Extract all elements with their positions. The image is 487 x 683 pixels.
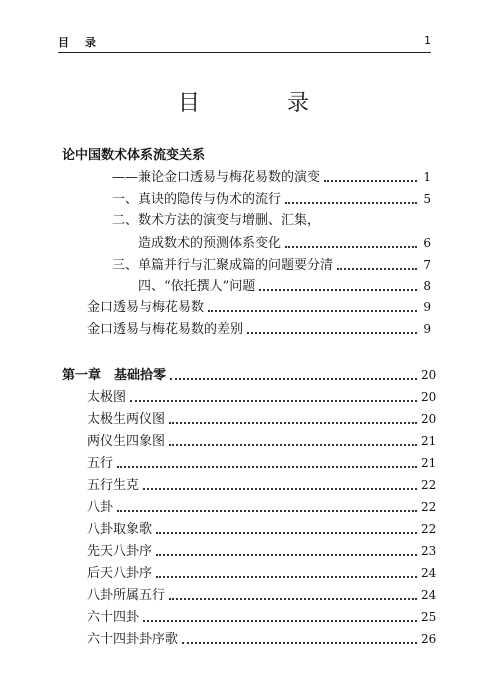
toc-entry-label: 六十四卦卦序歌: [87, 632, 179, 647]
leader-dots: [247, 323, 417, 334]
toc-entry[interactable]: [87, 498, 437, 516]
toc-entry-page: 5: [423, 192, 431, 206]
toc-entry-page: 24: [421, 588, 437, 602]
running-header-title: 目录: [58, 36, 112, 49]
toc-entry-page: 20: [421, 412, 437, 426]
toc-entry[interactable]: [87, 608, 437, 626]
toc-entry-label: 后天八卦序: [87, 566, 153, 581]
toc-entry-page: 20: [421, 390, 437, 404]
leader-dots: [285, 193, 417, 204]
toc-entry-page: 22: [421, 500, 437, 514]
leader-dots: [117, 501, 417, 512]
toc-entry-label: 五行生克: [87, 478, 140, 493]
toc-entry-page: 22: [421, 478, 437, 492]
toc-entry-page: 9: [423, 300, 431, 314]
running-header: [58, 34, 431, 52]
header-rule: [58, 52, 431, 53]
leader-dots: [130, 391, 417, 402]
leader-dots: [285, 237, 417, 248]
toc-entry-label: 一、真诀的隐传与伪术的流行: [112, 192, 282, 207]
leader-dots: [324, 171, 417, 182]
toc-entry[interactable]: [87, 410, 437, 428]
toc-entry[interactable]: [87, 388, 437, 406]
toc-entry-page: 22: [421, 522, 437, 536]
toc-entry-page: 26: [421, 632, 437, 646]
toc-entry[interactable]: [87, 542, 437, 560]
toc-entry-label: 金口透易与梅花易数的差别: [87, 322, 244, 337]
leader-dots: [259, 280, 417, 291]
chapter-heading[interactable]: [62, 366, 437, 384]
toc-entry-line1[interactable]: 二、数术方法的演变与增删、汇集，: [112, 213, 321, 228]
toc-entry-label: 太极图: [87, 390, 127, 405]
toc-entry[interactable]: [87, 432, 437, 450]
toc-entry[interactable]: [87, 630, 437, 648]
toc-entry[interactable]: [112, 190, 431, 208]
page-title: 目 录: [178, 91, 349, 116]
toc-entry-subtitle[interactable]: [112, 168, 431, 186]
leader-dots: [169, 435, 417, 446]
toc-entry-label: 两仪生四象图: [87, 434, 166, 449]
toc-entry-page: 24: [421, 566, 437, 580]
toc-entry[interactable]: [87, 298, 431, 316]
toc-entry[interactable]: [138, 234, 431, 252]
toc-entry-page: 21: [421, 434, 437, 448]
toc-entry-label: 造成数术的预测体系变化: [138, 236, 282, 251]
toc-entry-label: 八卦: [87, 500, 114, 515]
toc-entry-label: 三、单篇并行与汇聚成篇的问题要分清: [112, 258, 334, 273]
toc-entry-label: ——兼论金口透易与梅花易数的演变: [112, 170, 321, 185]
leader-dots: [156, 545, 417, 556]
toc-entry-page: 25: [421, 610, 437, 624]
toc-entry-page: 8: [423, 279, 431, 293]
toc-entry[interactable]: [87, 476, 437, 494]
leader-dots: [117, 457, 417, 468]
toc-entry-page: 9: [423, 322, 431, 336]
toc-entry-page: 21: [421, 456, 437, 470]
page-number: 1: [424, 34, 431, 47]
leader-dots: [143, 611, 417, 622]
toc-entry-page: 1: [423, 170, 431, 184]
part-heading: 论中国数术体系流变关系: [62, 148, 206, 163]
leader-dots: [337, 259, 417, 270]
toc-entry-label: 四、“依托撰人”问题: [138, 279, 256, 294]
toc-entry[interactable]: [87, 586, 437, 604]
toc-entry[interactable]: [87, 520, 437, 538]
toc-entry-label: 五行: [87, 456, 114, 471]
chapter-heading-label: 第一章 基础拾零: [62, 368, 167, 383]
toc-entry-label: 太极生两仪图: [87, 412, 166, 427]
toc-entry-page: 23: [421, 544, 437, 558]
leader-dots: [208, 301, 417, 312]
toc-entry[interactable]: [112, 256, 431, 274]
toc-entry-page: 20: [421, 368, 437, 382]
leader-dots: [170, 369, 417, 380]
leader-dots: [169, 413, 417, 424]
toc-entry[interactable]: [138, 277, 431, 295]
toc-entry-label: 六十四卦: [87, 610, 140, 625]
toc-entry-label: 八卦所属五行: [87, 588, 166, 603]
toc-entry-label: 先天八卦序: [87, 544, 153, 559]
toc-entry-label: 金口透易与梅花易数: [87, 300, 205, 315]
toc-entry[interactable]: [87, 320, 431, 338]
leader-dots: [182, 633, 417, 644]
leader-dots: [156, 567, 417, 578]
leader-dots: [156, 523, 417, 534]
leader-dots: [169, 589, 417, 600]
toc-entry[interactable]: [87, 564, 437, 582]
toc-entry-page: 7: [423, 258, 431, 272]
leader-dots: [143, 479, 417, 490]
toc-entry-label: 八卦取象歌: [87, 522, 153, 537]
toc-entry[interactable]: [87, 454, 437, 472]
toc-entry-page: 6: [423, 236, 431, 250]
